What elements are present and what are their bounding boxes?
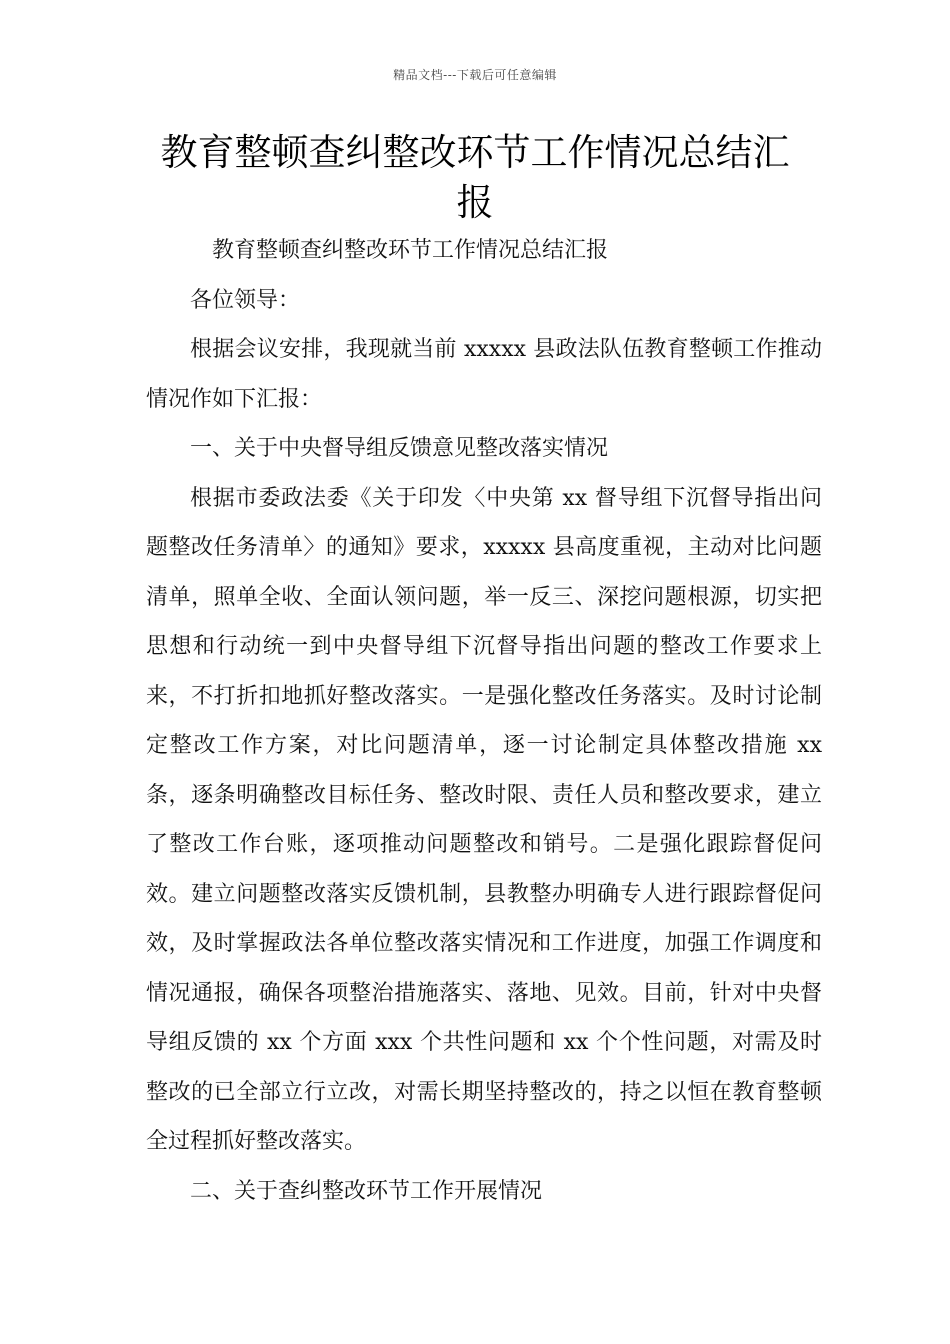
paragraph-section-1: 根据市委政法委《关于印发〈中央第 xx 督导组下沉督导指出问题整改任务清单〉的通知》要求，xxxxx 县高度重视，主动对比问题清单，照单全收、全面认领问题，举一反三、深挖问题根源，切实把思想和行动统一到中央督导组下沉督导指出问题的整改工作要求上来，不打折扣地抓好整改落实。一是强化整改任务落实。及时讨论制定整改工作方案，对比问题清单，逐一讨论制定具体整改措施 xx 条，逐条明确整改目标任务、整改时限、责任人员和整改要求，建立了整改工作台账，逐项推动问题整改和销号。二是强化跟踪督促问效。建立问题整改落实反馈机制，县教整办明确专人进行跟踪督促问效，及时掌握政法各单位整改落实情况和工作进度，加强工作调度和情况通报，确保各项整治措施落实、落地、见效。目前，针对中央督导组反馈的 xx 个方面 xxx 个共性问题和 xx 个个性问题，对需及时整改的已全部立行立改，对需长期坚持整改的，持之以恒在教育整顿全过程抓好整改落实。 <box>146 485 822 1154</box>
document-body <box>146 226 822 1216</box>
document-subtitle: 教育整顿查纠整改环节工作情况总结汇报 <box>212 238 609 263</box>
section-heading-1: 一、关于中央督导组反馈意见整改落实情况 <box>190 436 609 461</box>
header-note: 精品文档---下载后可任意编辑 <box>393 68 557 82</box>
salutation: 各位领导： <box>190 287 301 313</box>
document-title: 教育整顿查纠整改环节工作情况总结汇报 <box>160 131 790 224</box>
paragraph-intro: 根据会议安排，我现就当前 xxxxx 县政法队伍教育整顿工作推动情况作如下汇报： <box>146 337 822 412</box>
section-heading-2: 二、关于查纠整改环节工作开展情况 <box>190 1178 543 1204</box>
